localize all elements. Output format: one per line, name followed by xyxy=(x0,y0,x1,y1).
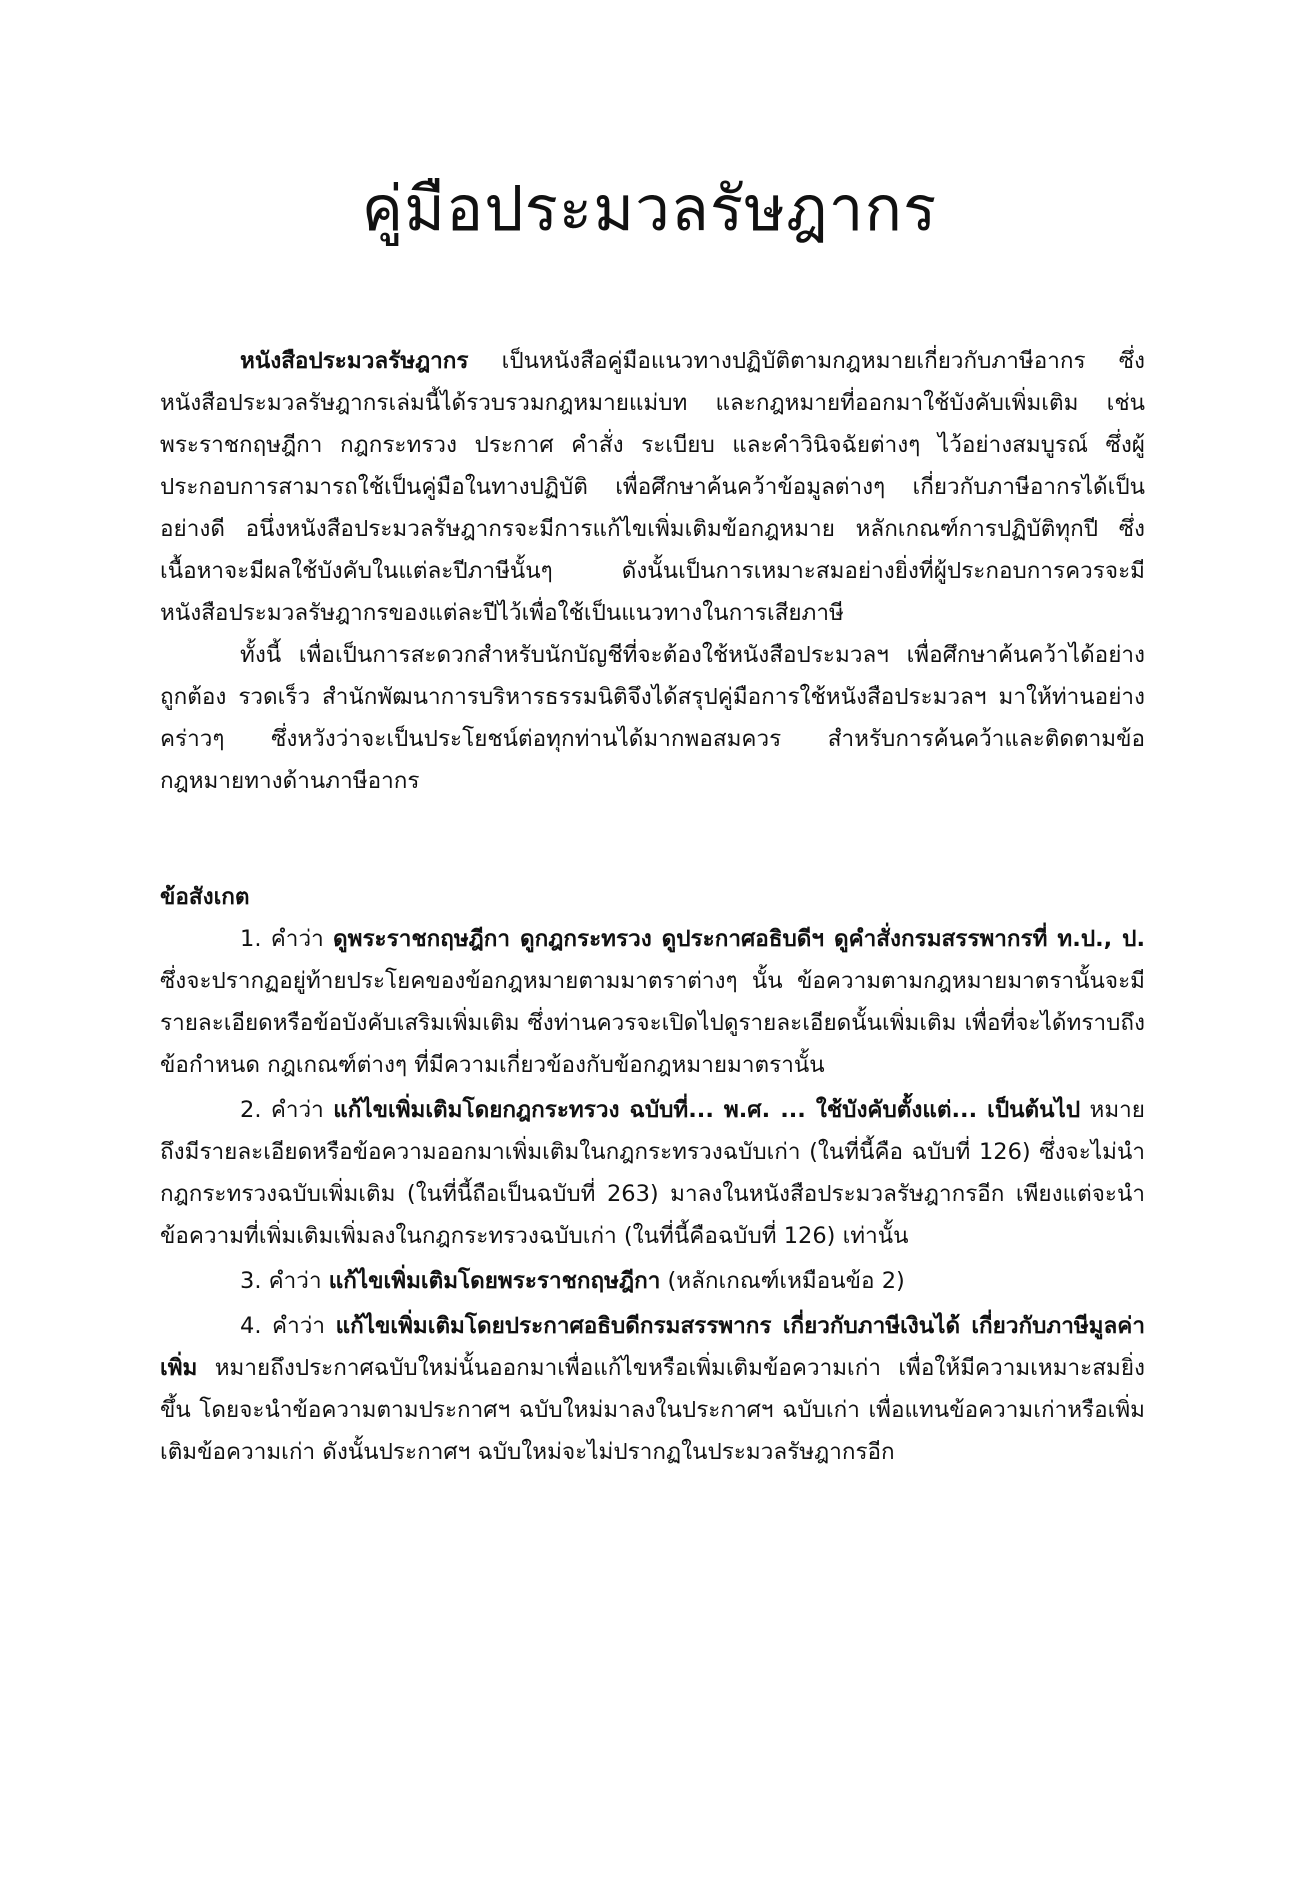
note-3-prefix: 3. คำว่า xyxy=(240,1268,329,1294)
note-1-text: ซึ่งจะปรากฏอยู่ท้ายประโยคของข้อกฎหมายตามมาตราต่างๆ นั้น ข้อความตามกฎหมายมาตรานั้นจะมีรายละเอียดหรือข้อบังคับเสริมเพิ่มเติม ซึ่งท่านควรจะเปิดไปดูรายละเอียดนั้นเพิ่มเติม เพื่อที่จะได้ทราบถึงข้อกำหนด กฎเกณฑ์ต่างๆ ที่มีความเกี่ยวข้องกับข้อกฎหมายมาตรานั้น xyxy=(160,968,1145,1078)
note-1-term: ดูพระราชกฤษฎีกา ดูกฎกระทรวง ดูประกาศอธิบดีฯ ดูคำสั่งกรมสรรพากรที่ ท.ป., ป. xyxy=(333,926,1145,952)
note-item-3 xyxy=(160,1260,1145,1302)
note-3-text: (หลักเกณฑ์เหมือนข้อ 2) xyxy=(660,1268,905,1294)
intro-bold-term: หนังสือประมวลรัษฎากร xyxy=(240,348,469,374)
note-1-prefix: 1. คำว่า xyxy=(240,926,333,952)
intro-paragraph-2 xyxy=(160,634,1145,802)
note-4-prefix: 4. คำว่า xyxy=(240,1313,336,1339)
intro-paragraph-2-text: ทั้งนี้ เพื่อเป็นการสะดวกสำหรับนักบัญชีที่จะต้องใช้หนังสือประมวลฯ เพื่อศึกษาค้นคว้าได้อย่างถูกต้อง รวดเร็ว สำนักพัฒนาการบริหารธรรมนิติจึงได้สรุปคู่มือการใช้หนังสือประมวลฯ มาให้ท่านอย่างคร่าวๆ ซึ่งหวังว่าจะเป็นประโยชน์ต่อทุกท่านได้มากพอสมควร สำหรับการค้นคว้าและติดตามข้อกฎหมายทางด้านภาษีอากร xyxy=(160,642,1145,794)
note-item-1 xyxy=(160,918,1145,1086)
note-3-term: แก้ไขเพิ่มเติมโดยพระราชกฤษฎีกา xyxy=(328,1268,661,1294)
document-body xyxy=(160,340,1145,1473)
note-4-term: แก้ไขเพิ่มเติมโดยประกาศอธิบดีกรมสรรพากร เกี่ยวกับภาษีเงินได้ เกี่ยวกับภาษีมูลค่าเพิ่ม xyxy=(160,1313,1145,1381)
notes-heading: ข้อสังเกต xyxy=(160,884,250,910)
note-item-2 xyxy=(160,1089,1145,1257)
note-4-text: หมายถึงประกาศฉบับใหม่นั้นออกมาเพื่อแก้ไขหรือเพิ่มเติมข้อความเก่า เพื่อให้มีความเหมาะสมยิ่งขึ้น โดยจะนำข้อความตามประกาศฯ ฉบับใหม่มาลงในประกาศฯ ฉบับเก่า เพื่อแทนข้อความเก่าหรือเพิ่มเติมข้อความเก่า ดังนั้นประกาศฯ ฉบับใหม่จะไม่ปรากฏในประมวลรัษฎากรอีก xyxy=(160,1355,1145,1465)
note-2-text: หมายถึงมีรายละเอียดหรือข้อความออกมาเพิ่มเติมในกฎกระทรวงฉบับเก่า (ในที่นี้คือ ฉบับที่ 126) ซึ่งจะไม่นำกฎกระทรวงฉบับเพิ่มเติม (ในที่นี้ถือเป็นฉบับที่ 263) มาลงในหนังสือประมวลรัษฎากรอีก เพียงแต่จะนำข้อความที่เพิ่มเติมเพิ่มลงในกฎกระทรวงฉบับเก่า (ในที่นี้คือฉบับที่ 126) เท่านั้น xyxy=(160,1097,1145,1249)
document-title: คู่มือประมวลรัษฎากร xyxy=(361,172,938,245)
intro-paragraph-1-text: เป็นหนังสือคู่มือแนวทางปฏิบัติตามกฎหมายเกี่ยวกับภาษีอากร ซึ่งหนังสือประมวลรัษฎากรเล่มนี้ได้รวบรวมกฎหมายแม่บท และกฎหมายที่ออกมาใช้บังคับเพิ่มเติม เช่น พระราชกฤษฎีกา กฎกระทรวง ประกาศ คำสั่ง ระเบียบ และคำวินิจฉัยต่างๆ ไว้อย่างสมบูรณ์ ซึ่งผู้ประกอบการสามารถใช้เป็นคู่มือในทางปฏิบัติ เพื่อศึกษาค้นคว้าข้อมูลต่างๆ เกี่ยวกับภาษีอากรได้เป็นอย่างดี อนึ่งหนังสือประมวลรัษฎากรจะมีการแก้ไขเพิ่มเติมข้อกฎหมาย หลักเกณฑ์การปฏิบัติทุกปี ซึ่งเนื้อหาจะมีผลใช้บังคับในแต่ละปีภาษีนั้นๆ ดังนั้นเป็นการเหมาะสมอย่างยิ่งที่ผู้ประกอบการควรจะมีหนังสือประมวลรัษฎากรของแต่ละปีไว้เพื่อใช้เป็นแนวทางในการเสียภาษี xyxy=(160,348,1145,626)
note-2-prefix: 2. คำว่า xyxy=(240,1097,334,1123)
note-item-4 xyxy=(160,1305,1145,1473)
intro-paragraph-1 xyxy=(160,340,1145,634)
note-2-term: แก้ไขเพิ่มเติมโดยกฎกระทรวง ฉบับที่... พ.ศ. ... ใช้บังคับตั้งแต่... เป็นต้นไป xyxy=(333,1097,1081,1123)
